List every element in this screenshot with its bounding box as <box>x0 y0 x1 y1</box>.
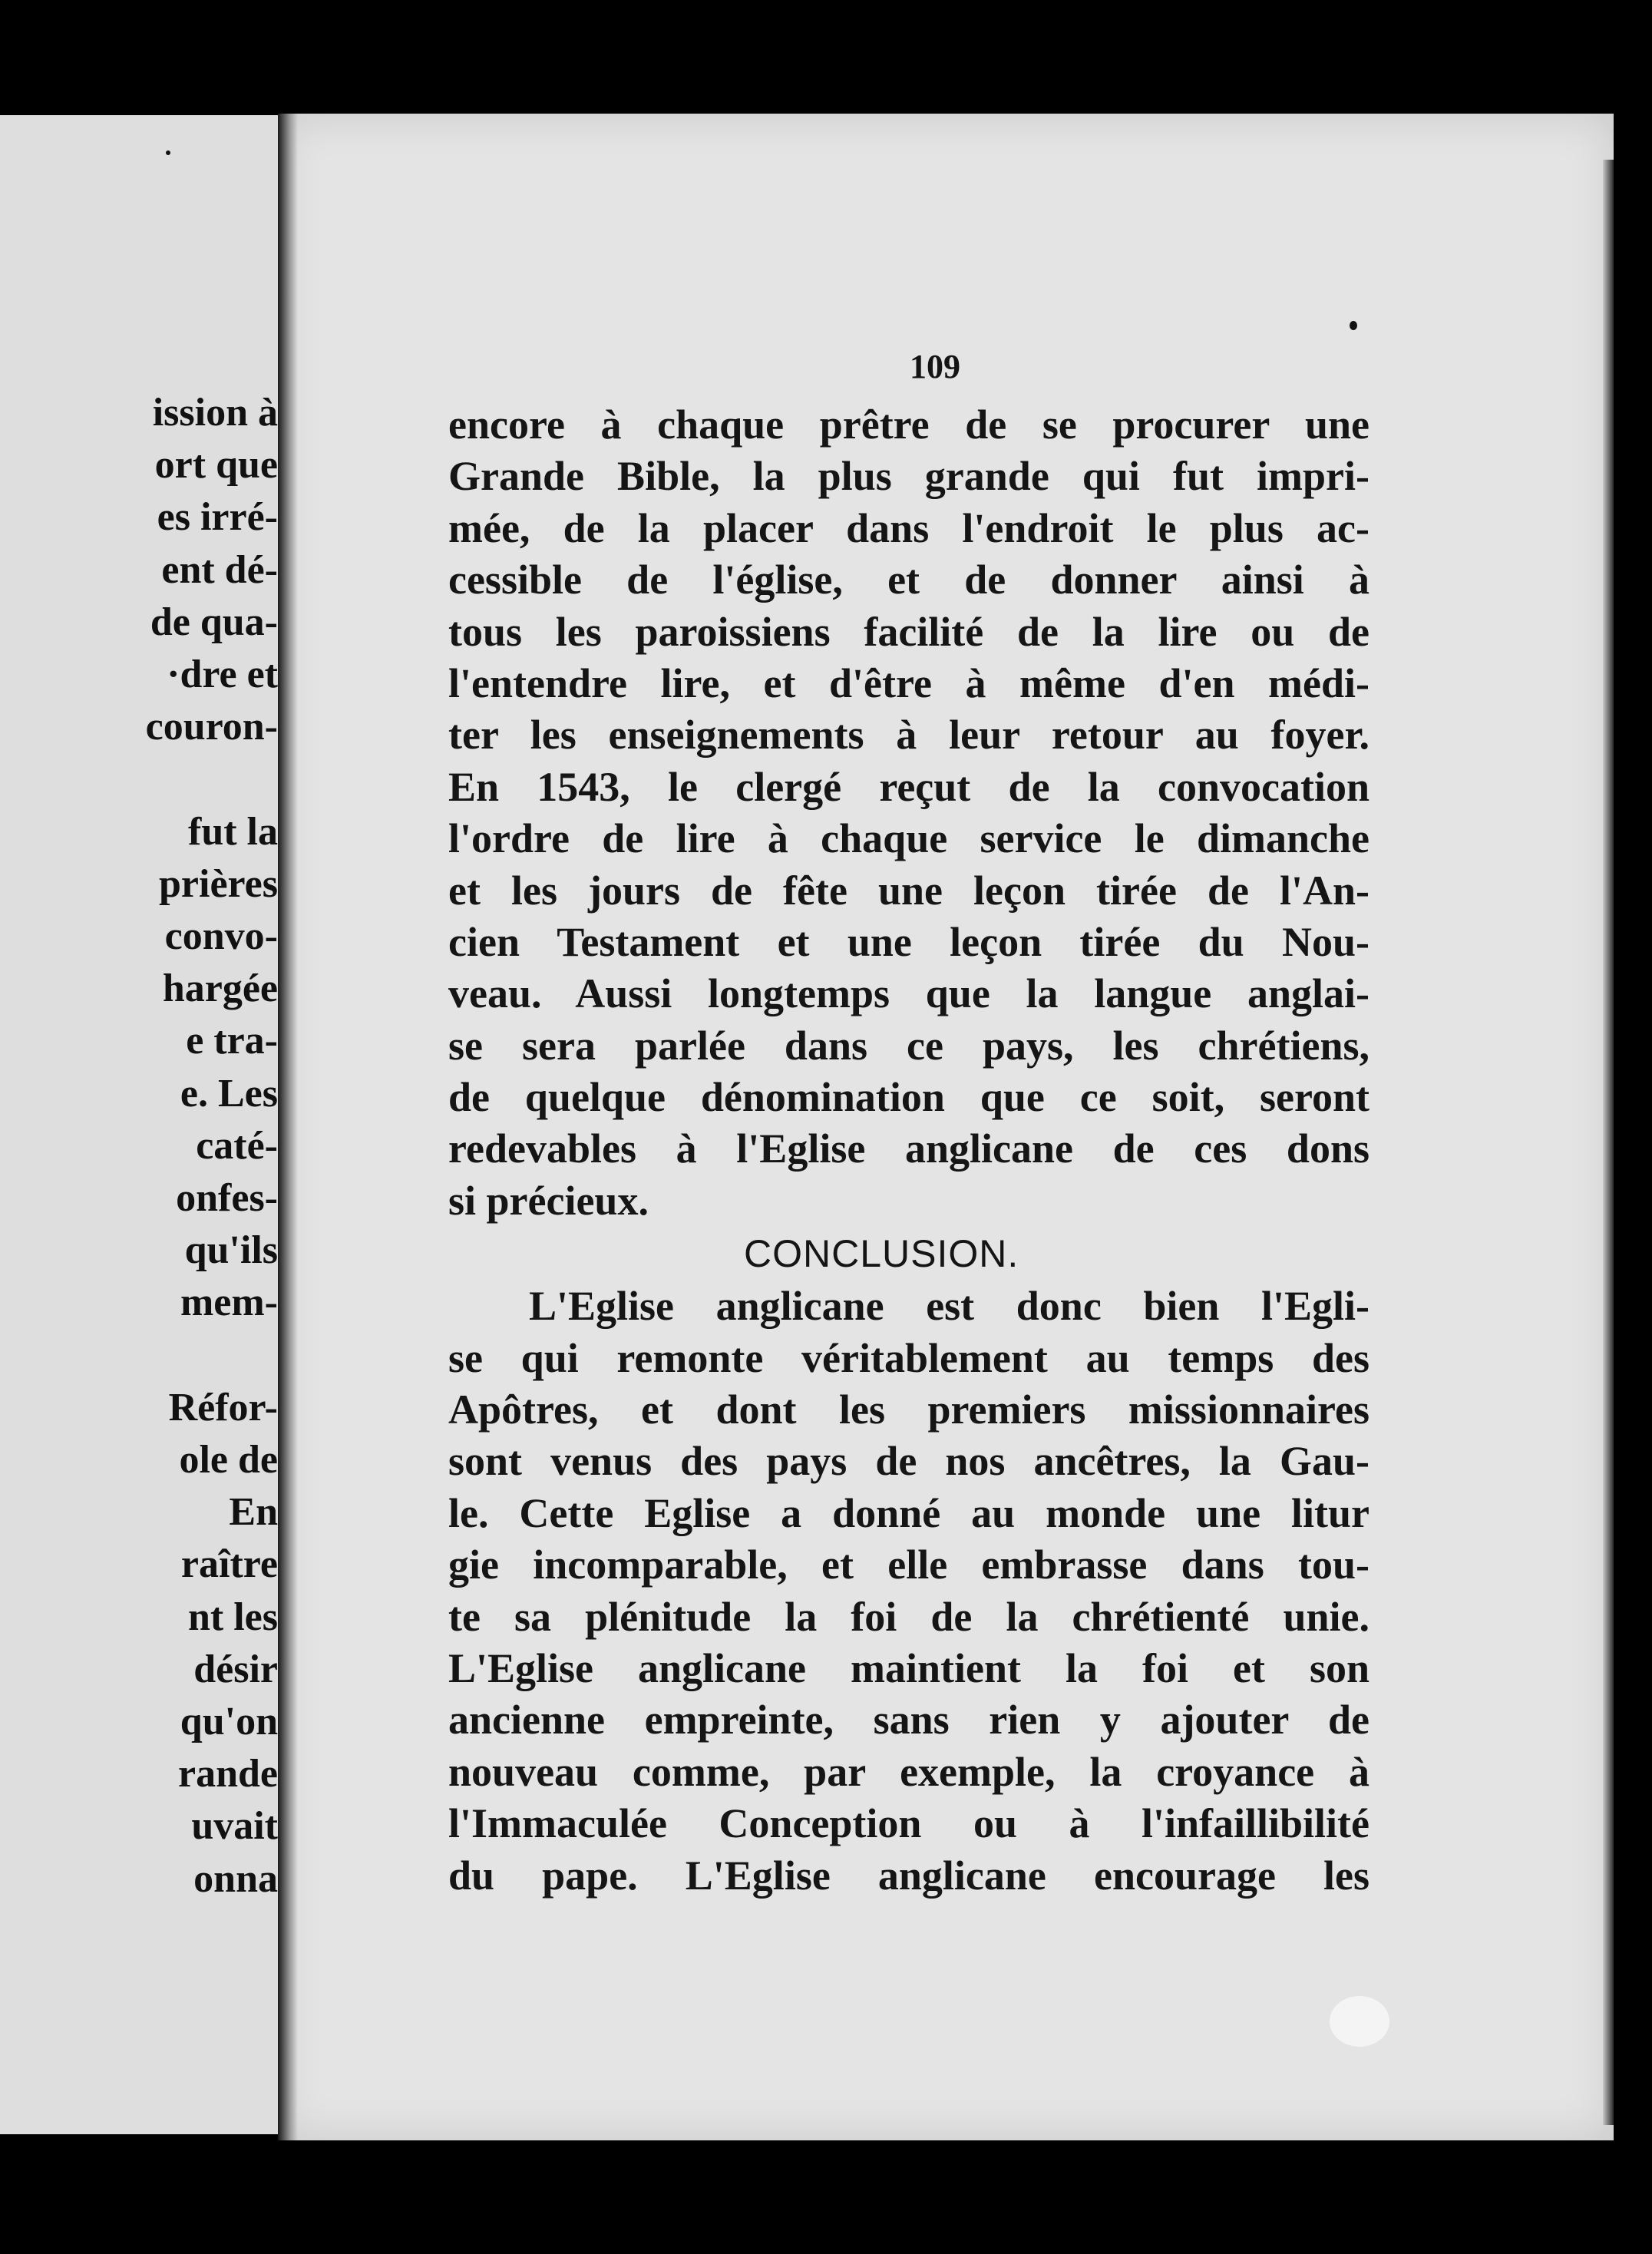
page-binding-edge <box>278 114 298 2140</box>
text-line: de quelque dénomination que ce soit, seront <box>448 1074 1370 1121</box>
text-line: Apôtres, et dont les premiers missionnaires <box>448 1386 1370 1433</box>
text-line: sont venus des pays de nos ancêtres, la Gau- <box>448 1438 1370 1485</box>
text-line: l'entendre lire, et d'être à même d'en médi- <box>448 659 1370 706</box>
text-line: du pape. L'Eglise anglicane encourage les <box>448 1852 1370 1899</box>
ink-speck <box>166 150 170 155</box>
text-line: cien Testament et une leçon tirée du Nou- <box>448 918 1370 965</box>
left-facing-page <box>0 115 304 2134</box>
left-page-line: rande <box>178 1752 278 1796</box>
text-line: l'Immaculée Conception ou à l'infaillibilité <box>448 1800 1370 1847</box>
text-line: cessible de l'église, et de donner ainsi à <box>448 557 1370 603</box>
text-line: veau. Aussi longtemps que la langue anglai- <box>448 970 1370 1017</box>
text-line: se sera parlée dans ce pays, les chrétiens, <box>448 1022 1370 1069</box>
text-line: l'ordre de lire à chaque service le dimanche <box>448 815 1370 862</box>
left-page-line: En <box>229 1490 278 1535</box>
left-page-line: couron- <box>145 705 278 749</box>
text-line: te sa plénitude la foi de la chrétienté unie. <box>448 1593 1370 1640</box>
left-page-line: fut la <box>188 809 278 854</box>
left-page-line: e. Les <box>180 1071 278 1115</box>
left-page-line: Réfor- <box>168 1385 278 1429</box>
text-line: encore à chaque prêtre de se procurer une <box>448 402 1370 448</box>
left-page-line: de qua- <box>150 600 278 644</box>
text-line: tous les paroissiens facilité de la lire ou de <box>448 608 1370 655</box>
left-page-line: ent dé- <box>161 547 278 592</box>
left-page-line: ole de <box>179 1438 278 1482</box>
text-line: le. Cette Eglise a donné au monde une litur <box>448 1489 1370 1536</box>
left-page-line: ission à <box>152 391 278 435</box>
text-line: mée, de la placer dans l'endroit le plus ac- <box>448 504 1370 551</box>
text-line: ter les enseignements à leur retour au foyer. <box>448 712 1370 758</box>
text-line: L'Eglise anglicane est donc bien l'Egli- <box>529 1283 1370 1330</box>
paper-blemish <box>1330 1996 1389 2047</box>
left-page-line: nt les <box>188 1595 278 1639</box>
text-line: En 1543, le clergé reçut de la convocation <box>448 763 1370 810</box>
left-page-line: convo- <box>164 914 278 958</box>
left-page-line: raître <box>180 1542 278 1587</box>
left-page-line: e tra- <box>186 1019 278 1063</box>
left-page-line: onna <box>193 1856 278 1901</box>
section-heading: CONCLUSION. <box>744 1232 1019 1276</box>
text-line: nouveau comme, par exemple, la croyance à <box>448 1748 1370 1795</box>
text-line: Grande Bible, la plus grande qui fut impri- <box>448 453 1370 500</box>
left-page-line: caté- <box>196 1123 278 1168</box>
left-page-line: qu'on <box>180 1700 278 1743</box>
text-line: gie incomparable, et elle embrasse dans tou- <box>448 1542 1370 1588</box>
left-page-line: ·dre et <box>167 653 278 696</box>
left-page-line: mem- <box>180 1281 278 1325</box>
text-line: et les jours de fête une leçon tirée de l'An- <box>448 867 1370 914</box>
text-line: si précieux. <box>448 1177 649 1224</box>
left-page-line: prières <box>159 861 278 906</box>
text-line: se qui remonte véritablement au temps des <box>448 1334 1370 1381</box>
text-line: ancienne empreinte, sans rien y ajouter de <box>448 1697 1370 1743</box>
text-line: redevables à l'Eglise anglicane de ces dons <box>448 1125 1370 1172</box>
left-page-text <box>0 115 304 2134</box>
page-body-text <box>448 399 1370 1902</box>
text-line: L'Eglise anglicane maintient la foi et son <box>448 1644 1370 1691</box>
page-outer-edge <box>1603 160 1614 2125</box>
left-page-line: es irré- <box>157 495 278 540</box>
left-page-line: désir <box>193 1647 278 1691</box>
ink-speck <box>1350 321 1357 330</box>
left-page-line: uvait <box>191 1804 278 1849</box>
left-page-line: qu'ils <box>184 1228 278 1273</box>
left-page-line: ort que <box>154 443 278 487</box>
left-page-line: onfes- <box>176 1176 278 1220</box>
page-number: 109 <box>910 348 960 385</box>
left-page-line: hargée <box>162 967 278 1011</box>
